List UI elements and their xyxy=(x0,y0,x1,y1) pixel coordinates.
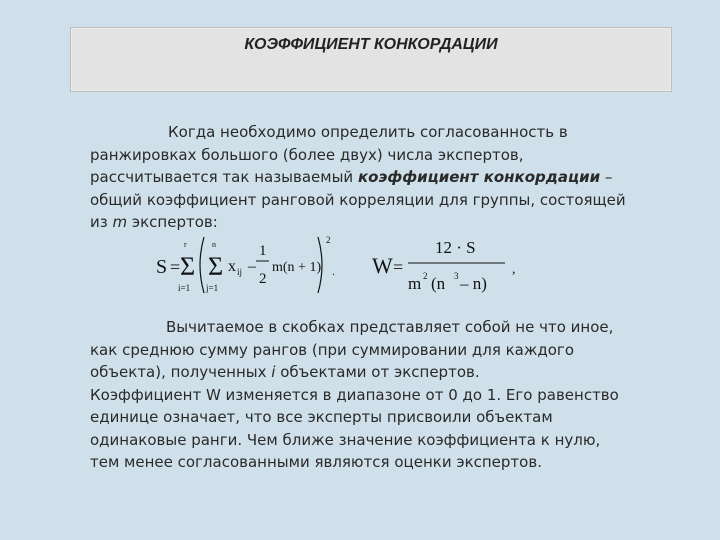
formula-x-sub: ij xyxy=(237,267,243,277)
formula-sum-outer-bottom: i=1 xyxy=(178,283,191,293)
formula-sum-inner: Σ xyxy=(208,252,224,281)
formula xyxy=(150,225,540,305)
formula-w-equals: = xyxy=(393,257,404,277)
formula-w-den-m-exp: 2 xyxy=(423,271,428,281)
formula-frac-num: 1 xyxy=(259,243,267,259)
formula-w-lhs: W xyxy=(372,253,393,278)
paragraph-intro-text-2: – общий коэффициент ранговой корреляции для группы, состоящей из xyxy=(90,168,626,231)
formula-square: 2 xyxy=(326,235,331,245)
formula-w-num: 12 · S xyxy=(435,238,476,257)
formula-w-den-m: m xyxy=(408,274,422,293)
formula-frac-den: 2 xyxy=(259,271,267,287)
formula-paren-open xyxy=(200,237,204,293)
paragraph-explanation-text-2: объектами от экспертов. xyxy=(275,363,480,381)
paragraph-intro-text-1: Когда необходимо определить согласованность в ранжировках большого (более двух) числа экспертов, рассчитывается так называемый xyxy=(90,123,568,186)
title-box xyxy=(70,27,672,92)
formula-m-expr: m(n + 1) xyxy=(272,260,322,275)
formula-w-den-tail: – n) xyxy=(460,274,487,293)
paragraph-intro xyxy=(90,121,630,234)
paragraph-explanation xyxy=(90,316,630,474)
formula-sum-outer: Σ xyxy=(180,252,196,281)
formula-s-lhs: S xyxy=(156,256,168,278)
formula-w-den-n: (n xyxy=(431,274,446,293)
var-i: i xyxy=(271,363,276,381)
formula-sum-inner-bottom: j=1 xyxy=(206,283,219,293)
paragraph-intro-text-3: экспертов: xyxy=(127,213,218,231)
paragraph-explanation-text-1: Вычитаемое в скобках представляет собой не что иное, как среднюю сумму рангов (при суммировании для каждого объекта), полученных xyxy=(90,318,614,381)
var-m: m xyxy=(112,213,128,231)
formula-minus: – xyxy=(248,258,256,275)
page-title: КОЭФФИЦИЕНТ КОНКОРДАЦИИ xyxy=(244,36,498,53)
paragraph-explanation-text-3: Коэффициент W изменяется в диапазоне от 0 до 1. Его равенство единице означает, что все эксперты присвоили объектам одинаковые ранги. Чем ближе значение коэффициента к нулю, тем менее согласованными являются оценки экспертов. xyxy=(90,385,619,471)
formula-sum-outer-top: r xyxy=(184,240,187,249)
formula-comma: , xyxy=(512,262,516,277)
formula-x: x xyxy=(228,258,236,275)
formula-equals: = xyxy=(170,257,181,277)
term-concordance: коэффициент конкордации xyxy=(357,168,601,186)
formula-w-den-n-exp: 3 xyxy=(454,271,459,281)
formula-sum-inner-top: n xyxy=(212,240,216,249)
formula-dot: . xyxy=(332,264,335,278)
